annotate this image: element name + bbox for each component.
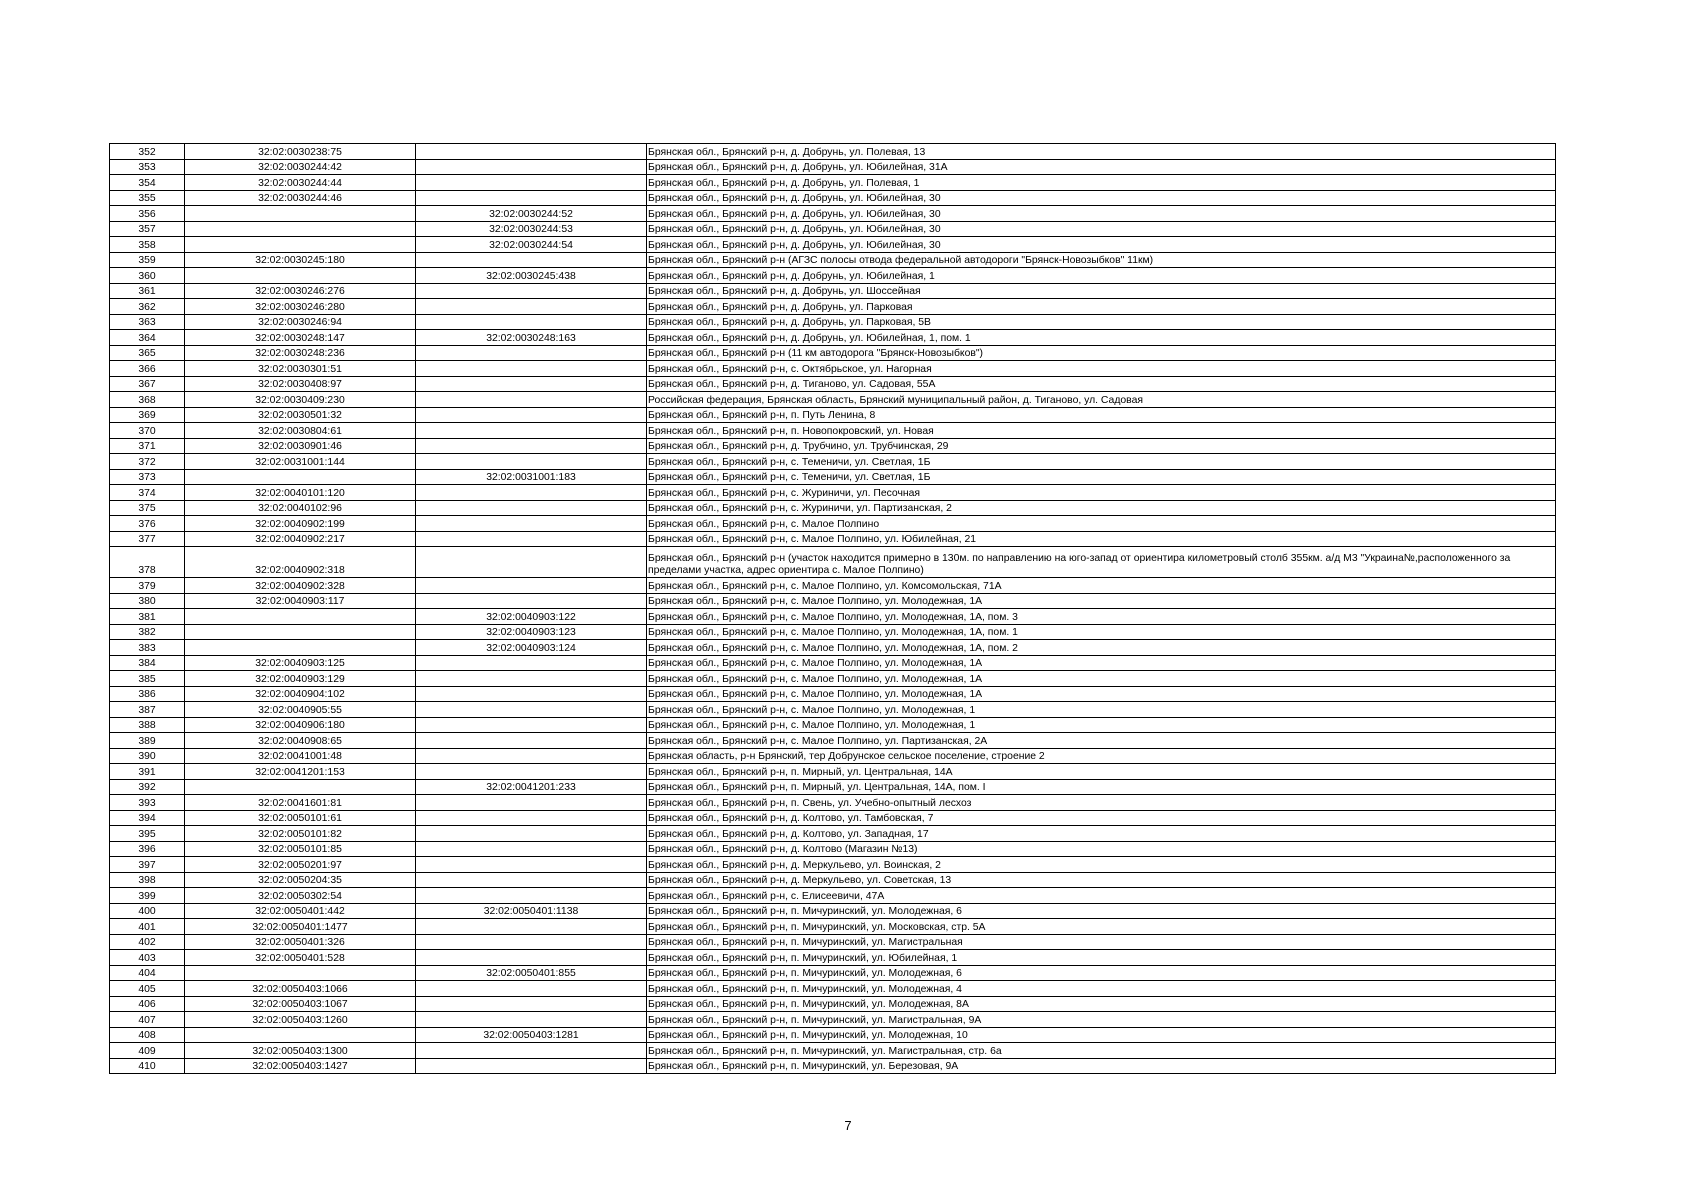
- row-number-cell: 372: [110, 454, 185, 470]
- address-cell: Брянская обл., Брянский р-н, п. Мичуринский, ул. Молодежная, 6: [647, 903, 1556, 919]
- row-number-cell: 409: [110, 1043, 185, 1059]
- row-number-cell: 365: [110, 345, 185, 361]
- address-cell: Брянская обл., Брянский р-н, д. Добрунь, ул. Парковая, 5В: [647, 314, 1556, 330]
- related-cadastral-number-cell: [416, 376, 647, 392]
- cadastral-number-cell: 32:02:0030244:42: [185, 159, 416, 175]
- address-cell: Брянская обл., Брянский р-н, п. Мичуринский, ул. Магистральная, стр. 6а: [647, 1043, 1556, 1059]
- address-cell: Брянская обл., Брянский р-н, п. Мичуринский, ул. Магистральная, 9А: [647, 1012, 1556, 1028]
- table-row: [110, 578, 1556, 594]
- related-cadastral-number-cell: [416, 764, 647, 780]
- cadastral-number-cell: 32:02:0040902:318: [185, 547, 416, 578]
- related-cadastral-number-cell: [416, 252, 647, 268]
- table-row: [110, 438, 1556, 454]
- row-number-cell: 404: [110, 965, 185, 981]
- row-number-cell: 395: [110, 826, 185, 842]
- address-cell: Брянская обл., Брянский р-н, п. Мичуринский, ул. Молодежная, 6: [647, 965, 1556, 981]
- address-cell: Брянская обл., Брянский р-н, с. Малое Полпино, ул. Молодежная, 1А, пом. 2: [647, 640, 1556, 656]
- table-row: [110, 330, 1556, 346]
- address-cell: Брянская обл., Брянский р-н, д. Колтово (Магазин №13): [647, 841, 1556, 857]
- related-cadastral-number-cell: [416, 159, 647, 175]
- related-cadastral-number-cell: [416, 283, 647, 299]
- related-cadastral-number-cell: [416, 872, 647, 888]
- address-cell: Брянская обл., Брянский р-н, п. Новопокровский, ул. Новая: [647, 423, 1556, 439]
- cadastral-number-cell: [185, 206, 416, 222]
- row-number-cell: 370: [110, 423, 185, 439]
- table-row: [110, 1058, 1556, 1074]
- table-row: [110, 810, 1556, 826]
- table-row: [110, 392, 1556, 408]
- cadastral-number-cell: 32:02:0040908:65: [185, 733, 416, 749]
- address-cell: Брянская обл., Брянский р-н, д. Добрунь, ул. Юбилейная, 30: [647, 190, 1556, 206]
- cadastral-number-cell: 32:02:0040903:125: [185, 655, 416, 671]
- cadastral-number-cell: 32:02:0050101:61: [185, 810, 416, 826]
- row-number-cell: 375: [110, 500, 185, 516]
- table-row: [110, 655, 1556, 671]
- related-cadastral-number-cell: [416, 919, 647, 935]
- cadastral-number-cell: [185, 469, 416, 485]
- row-number-cell: 355: [110, 190, 185, 206]
- address-cell: Брянская обл., Брянский р-н, д. Добрунь, ул. Юбилейная, 30: [647, 237, 1556, 253]
- table-row: [110, 314, 1556, 330]
- row-number-cell: 374: [110, 485, 185, 501]
- table-row: [110, 872, 1556, 888]
- cadastral-number-cell: [185, 965, 416, 981]
- row-number-cell: 390: [110, 748, 185, 764]
- table-row: [110, 454, 1556, 470]
- related-cadastral-number-cell: 32:02:0041201:233: [416, 779, 647, 795]
- address-cell: Российская федерация, Брянская область, Брянский муниципальный район, д. Тиганово, ул. Садовая: [647, 392, 1556, 408]
- row-number-cell: 368: [110, 392, 185, 408]
- address-cell: Брянская обл., Брянский р-н, с. Малое Полпино, ул. Молодежная, 1: [647, 717, 1556, 733]
- row-number-cell: 401: [110, 919, 185, 935]
- table-row: [110, 779, 1556, 795]
- related-cadastral-number-cell: [416, 686, 647, 702]
- cadastral-number-cell: 32:02:0041601:81: [185, 795, 416, 811]
- row-number-cell: 371: [110, 438, 185, 454]
- related-cadastral-number-cell: [416, 516, 647, 532]
- row-number-cell: 403: [110, 950, 185, 966]
- table-row: [110, 841, 1556, 857]
- cadastral-number-cell: 32:02:0030248:236: [185, 345, 416, 361]
- address-cell: Брянская обл., Брянский р-н, с. Журиничи, ул. Песочная: [647, 485, 1556, 501]
- table-row: [110, 376, 1556, 392]
- related-cadastral-number-cell: [416, 299, 647, 315]
- cadastral-number-cell: 32:02:0050401:528: [185, 950, 416, 966]
- table-row: [110, 717, 1556, 733]
- address-cell: Брянская обл., Брянский р-н, д. Добрунь, ул. Юбилейная, 31А: [647, 159, 1556, 175]
- address-cell: Брянская обл., Брянский р-н, с. Малое Полпино, ул. Комсомольская, 71А: [647, 578, 1556, 594]
- row-number-cell: 385: [110, 671, 185, 687]
- row-number-cell: 378: [110, 547, 185, 578]
- cadastral-number-cell: 32:02:0050403:1260: [185, 1012, 416, 1028]
- row-number-cell: 399: [110, 888, 185, 904]
- cadastral-number-cell: [185, 221, 416, 237]
- row-number-cell: 384: [110, 655, 185, 671]
- address-cell: Брянская обл., Брянский р-н, с. Малое Полпино, ул. Молодежная, 1А: [647, 655, 1556, 671]
- row-number-cell: 352: [110, 144, 185, 160]
- address-cell: Брянская обл., Брянский р-н, п. Мичуринский, ул. Московская, стр. 5А: [647, 919, 1556, 935]
- related-cadastral-number-cell: [416, 996, 647, 1012]
- related-cadastral-number-cell: [416, 361, 647, 377]
- related-cadastral-number-cell: [416, 841, 647, 857]
- row-number-cell: 356: [110, 206, 185, 222]
- related-cadastral-number-cell: [416, 190, 647, 206]
- cadastral-number-cell: 32:02:0040902:328: [185, 578, 416, 594]
- related-cadastral-number-cell: [416, 733, 647, 749]
- address-cell: Брянская обл., Брянский р-н, д. Добрунь, ул. Юбилейная, 1, пом. 1: [647, 330, 1556, 346]
- table-row: [110, 469, 1556, 485]
- cadastral-number-cell: 32:02:0030408:97: [185, 376, 416, 392]
- related-cadastral-number-cell: [416, 717, 647, 733]
- related-cadastral-number-cell: [416, 485, 647, 501]
- row-number-cell: 394: [110, 810, 185, 826]
- cadastral-number-cell: [185, 268, 416, 284]
- cadastral-number-cell: 32:02:0050401:326: [185, 934, 416, 950]
- cadastral-number-cell: 32:02:0050101:85: [185, 841, 416, 857]
- table-row: [110, 934, 1556, 950]
- table-row: [110, 795, 1556, 811]
- related-cadastral-number-cell: [416, 1043, 647, 1059]
- row-number-cell: 367: [110, 376, 185, 392]
- row-number-cell: 406: [110, 996, 185, 1012]
- row-number-cell: 353: [110, 159, 185, 175]
- address-cell: Брянская обл., Брянский р-н, д. Добрунь, ул. Шоссейная: [647, 283, 1556, 299]
- cadastral-number-cell: [185, 609, 416, 625]
- address-cell: Брянская обл., Брянский р-н (АГЗС полосы отвода федеральной автодороги "Брянск-Новозыбков" 11км): [647, 252, 1556, 268]
- table-row: [110, 547, 1556, 578]
- cadastral-number-cell: 32:02:0040902:217: [185, 531, 416, 547]
- related-cadastral-number-cell: 32:02:0030245:438: [416, 268, 647, 284]
- address-cell: Брянская обл., Брянский р-н, с. Елисеевичи, 47А: [647, 888, 1556, 904]
- table-row: [110, 888, 1556, 904]
- cadastral-number-cell: 32:02:0031001:144: [185, 454, 416, 470]
- row-number-cell: 405: [110, 981, 185, 997]
- cadastral-number-cell: 32:02:0030246:94: [185, 314, 416, 330]
- cadastral-number-cell: 32:02:0050403:1427: [185, 1058, 416, 1074]
- address-cell: Брянская обл., Брянский р-н, с. Малое Полпино, ул. Молодежная, 1А: [647, 686, 1556, 702]
- address-cell: Брянская обл., Брянский р-н, д. Добрунь, ул. Юбилейная, 1: [647, 268, 1556, 284]
- address-cell: Брянская обл., Брянский р-н, с. Малое Полпино, ул. Молодежная, 1: [647, 702, 1556, 718]
- related-cadastral-number-cell: 32:02:0050401:1138: [416, 903, 647, 919]
- row-number-cell: 408: [110, 1027, 185, 1043]
- row-number-cell: 364: [110, 330, 185, 346]
- cadastral-number-cell: 32:02:0030244:44: [185, 175, 416, 191]
- table-row: [110, 981, 1556, 997]
- table-row: [110, 748, 1556, 764]
- address-cell: Брянская обл., Брянский р-н, п. Мичуринский, ул. Березовая, 9А: [647, 1058, 1556, 1074]
- address-cell: Брянская обл., Брянский р-н, с. Журиничи, ул. Партизанская, 2: [647, 500, 1556, 516]
- address-cell: Брянская обл., Брянский р-н, п. Мичуринский, ул. Молодежная, 8А: [647, 996, 1556, 1012]
- cadastral-number-cell: 32:02:0050204:35: [185, 872, 416, 888]
- cadastral-number-cell: 32:02:0050101:82: [185, 826, 416, 842]
- address-cell: Брянская обл., Брянский р-н, д. Тиганово, ул. Садовая, 55А: [647, 376, 1556, 392]
- related-cadastral-number-cell: 32:02:0040903:122: [416, 609, 647, 625]
- table-row: [110, 826, 1556, 842]
- address-cell: Брянская обл., Брянский р-н, п. Мичуринский, ул. Магистральная: [647, 934, 1556, 950]
- table-row: [110, 671, 1556, 687]
- table-row: [110, 686, 1556, 702]
- land-register-table: [109, 143, 1556, 1074]
- row-number-cell: 383: [110, 640, 185, 656]
- cadastral-number-cell: 32:02:0030301:51: [185, 361, 416, 377]
- related-cadastral-number-cell: [416, 531, 647, 547]
- table-row: [110, 237, 1556, 253]
- table-row: [110, 175, 1556, 191]
- table-row: [110, 593, 1556, 609]
- table-row: [110, 1012, 1556, 1028]
- address-cell: Брянская обл., Брянский р-н, п. Свень, ул. Учебно-опытный лесхоз: [647, 795, 1556, 811]
- table-row: [110, 1027, 1556, 1043]
- table-row: [110, 268, 1556, 284]
- address-cell: Брянская обл., Брянский р-н, с. Малое Полпино, ул. Юбилейная, 21: [647, 531, 1556, 547]
- row-number-cell: 354: [110, 175, 185, 191]
- table-row: [110, 206, 1556, 222]
- address-cell: Брянская обл., Брянский р-н, с. Малое Полпино, ул. Молодежная, 1А: [647, 671, 1556, 687]
- cadastral-number-cell: 32:02:0030246:280: [185, 299, 416, 315]
- table-row: [110, 516, 1556, 532]
- row-number-cell: 398: [110, 872, 185, 888]
- row-number-cell: 373: [110, 469, 185, 485]
- related-cadastral-number-cell: [416, 314, 647, 330]
- related-cadastral-number-cell: [416, 175, 647, 191]
- table-row: [110, 919, 1556, 935]
- address-cell: Брянская обл., Брянский р-н, д. Добрунь, ул. Парковая: [647, 299, 1556, 315]
- table-row: [110, 609, 1556, 625]
- address-cell: Брянская обл., Брянский р-н, п. Мирный, ул. Центральная, 14А, пом. I: [647, 779, 1556, 795]
- related-cadastral-number-cell: [416, 810, 647, 826]
- address-cell: Брянская обл., Брянский р-н, д. Меркульево, ул. Советская, 13: [647, 872, 1556, 888]
- address-cell: Брянская обл., Брянский р-н, с. Малое Полпино, ул. Партизанская, 2А: [647, 733, 1556, 749]
- row-number-cell: 391: [110, 764, 185, 780]
- related-cadastral-number-cell: [416, 593, 647, 609]
- related-cadastral-number-cell: [416, 1012, 647, 1028]
- address-cell: Брянская обл., Брянский р-н, с. Малое Полпино: [647, 516, 1556, 532]
- row-number-cell: 393: [110, 795, 185, 811]
- address-cell: Брянская обл., Брянский р-н, с. Октябрьское, ул. Нагорная: [647, 361, 1556, 377]
- address-cell: Брянская обл., Брянский р-н, п. Мичуринский, ул. Молодежная, 10: [647, 1027, 1556, 1043]
- table-row: [110, 500, 1556, 516]
- row-number-cell: 363: [110, 314, 185, 330]
- address-cell: Брянская обл., Брянский р-н, с. Теменичи, ул. Светлая, 1Б: [647, 469, 1556, 485]
- related-cadastral-number-cell: [416, 934, 647, 950]
- address-cell: Брянская обл., Брянский р-н, д. Добрунь, ул. Юбилейная, 30: [647, 206, 1556, 222]
- table-row: [110, 190, 1556, 206]
- table-row: [110, 733, 1556, 749]
- row-number-cell: 388: [110, 717, 185, 733]
- row-number-cell: 397: [110, 857, 185, 873]
- table-row: [110, 857, 1556, 873]
- related-cadastral-number-cell: [416, 500, 647, 516]
- table-row: [110, 221, 1556, 237]
- row-number-cell: 376: [110, 516, 185, 532]
- cadastral-number-cell: 32:02:0040905:55: [185, 702, 416, 718]
- table-row: [110, 950, 1556, 966]
- row-number-cell: 357: [110, 221, 185, 237]
- cadastral-number-cell: 32:02:0050403:1067: [185, 996, 416, 1012]
- cadastral-number-cell: 32:02:0040906:180: [185, 717, 416, 733]
- cadastral-number-cell: 32:02:0040904:102: [185, 686, 416, 702]
- cadastral-number-cell: 32:02:0041001:48: [185, 748, 416, 764]
- cadastral-number-cell: [185, 624, 416, 640]
- page-number: 7: [844, 1118, 852, 1133]
- related-cadastral-number-cell: [416, 438, 647, 454]
- cadastral-number-cell: [185, 779, 416, 795]
- address-cell: Брянская обл., Брянский р-н, д. Колтово, ул. Западная, 17: [647, 826, 1556, 842]
- cadastral-number-cell: 32:02:0050302:54: [185, 888, 416, 904]
- related-cadastral-number-cell: [416, 547, 647, 578]
- row-number-cell: 358: [110, 237, 185, 253]
- register-table-body: [110, 144, 1556, 1074]
- cadastral-number-cell: 32:02:0050403:1300: [185, 1043, 416, 1059]
- row-number-cell: 400: [110, 903, 185, 919]
- address-cell: Брянская обл., Брянский р-н (11 км автодорога "Брянск-Новозыбков"): [647, 345, 1556, 361]
- row-number-cell: 361: [110, 283, 185, 299]
- related-cadastral-number-cell: [416, 1058, 647, 1074]
- row-number-cell: 381: [110, 609, 185, 625]
- related-cadastral-number-cell: 32:02:0040903:123: [416, 624, 647, 640]
- table-row: [110, 299, 1556, 315]
- address-cell: Брянская обл., Брянский р-н, д. Колтово, ул. Тамбовская, 7: [647, 810, 1556, 826]
- address-cell: Брянская обл., Брянский р-н (участок находится примерно в 130м. по направлению на юго-запад от ориентира километровый столб 355км. а/д М3 "Украина№,расположенного за пределами участка, адрес ориентира с. Малое Полпино): [647, 547, 1556, 578]
- related-cadastral-number-cell: [416, 950, 647, 966]
- address-cell: Брянская обл., Брянский р-н, п. Мирный, ул. Центральная, 14А: [647, 764, 1556, 780]
- cadastral-number-cell: [185, 237, 416, 253]
- table-row: [110, 640, 1556, 656]
- table-row: [110, 702, 1556, 718]
- table-row: [110, 764, 1556, 780]
- related-cadastral-number-cell: 32:02:0050401:855: [416, 965, 647, 981]
- address-cell: Брянская обл., Брянский р-н, п. Мичуринский, ул. Молодежная, 4: [647, 981, 1556, 997]
- related-cadastral-number-cell: [416, 826, 647, 842]
- cadastral-number-cell: 32:02:0040902:199: [185, 516, 416, 532]
- table-row: [110, 283, 1556, 299]
- address-cell: Брянская область, р-н Брянский, тер Добрунское сельское поселение, строение 2: [647, 748, 1556, 764]
- cadastral-number-cell: 32:02:0030409:230: [185, 392, 416, 408]
- cadastral-number-cell: 32:02:0030248:147: [185, 330, 416, 346]
- table-row: [110, 1043, 1556, 1059]
- cadastral-number-cell: 32:02:0040101:120: [185, 485, 416, 501]
- cadastral-number-cell: [185, 1027, 416, 1043]
- related-cadastral-number-cell: 32:02:0030248:163: [416, 330, 647, 346]
- row-number-cell: 362: [110, 299, 185, 315]
- table-row: [110, 485, 1556, 501]
- row-number-cell: 386: [110, 686, 185, 702]
- address-cell: Брянская обл., Брянский р-н, с. Малое Полпино, ул. Молодежная, 1А, пом. 3: [647, 609, 1556, 625]
- related-cadastral-number-cell: [416, 888, 647, 904]
- related-cadastral-number-cell: [416, 748, 647, 764]
- row-number-cell: 389: [110, 733, 185, 749]
- cadastral-number-cell: 32:02:0030901:46: [185, 438, 416, 454]
- cadastral-number-cell: 32:02:0030246:276: [185, 283, 416, 299]
- row-number-cell: 369: [110, 407, 185, 423]
- address-cell: Брянская обл., Брянский р-н, п. Путь Ленина, 8: [647, 407, 1556, 423]
- related-cadastral-number-cell: 32:02:0050403:1281: [416, 1027, 647, 1043]
- address-cell: Брянская обл., Брянский р-н, с. Малое Полпино, ул. Молодежная, 1А: [647, 593, 1556, 609]
- row-number-cell: 387: [110, 702, 185, 718]
- address-cell: Брянская обл., Брянский р-н, с. Теменичи, ул. Светлая, 1Б: [647, 454, 1556, 470]
- row-number-cell: 380: [110, 593, 185, 609]
- related-cadastral-number-cell: [416, 407, 647, 423]
- related-cadastral-number-cell: [416, 655, 647, 671]
- related-cadastral-number-cell: [416, 857, 647, 873]
- address-cell: Брянская обл., Брянский р-н, д. Добрунь, ул. Юбилейная, 30: [647, 221, 1556, 237]
- row-number-cell: 396: [110, 841, 185, 857]
- address-cell: Брянская обл., Брянский р-н, д. Добрунь, ул. Полевая, 1: [647, 175, 1556, 191]
- table-row: [110, 624, 1556, 640]
- related-cadastral-number-cell: [416, 392, 647, 408]
- row-number-cell: 392: [110, 779, 185, 795]
- cadastral-number-cell: 32:02:0050403:1066: [185, 981, 416, 997]
- row-number-cell: 366: [110, 361, 185, 377]
- cadastral-number-cell: 32:02:0050401:442: [185, 903, 416, 919]
- address-cell: Брянская обл., Брянский р-н, д. Меркульево, ул. Воинская, 2: [647, 857, 1556, 873]
- cadastral-number-cell: 32:02:0030804:61: [185, 423, 416, 439]
- row-number-cell: 382: [110, 624, 185, 640]
- related-cadastral-number-cell: [416, 702, 647, 718]
- row-number-cell: 407: [110, 1012, 185, 1028]
- row-number-cell: 360: [110, 268, 185, 284]
- related-cadastral-number-cell: [416, 795, 647, 811]
- cadastral-number-cell: 32:02:0030244:46: [185, 190, 416, 206]
- table-row: [110, 345, 1556, 361]
- address-cell: Брянская обл., Брянский р-н, д. Трубчино, ул. Трубчинская, 29: [647, 438, 1556, 454]
- related-cadastral-number-cell: [416, 578, 647, 594]
- table-row: [110, 144, 1556, 160]
- related-cadastral-number-cell: [416, 345, 647, 361]
- related-cadastral-number-cell: [416, 144, 647, 160]
- cadastral-number-cell: 32:02:0040102:96: [185, 500, 416, 516]
- row-number-cell: 359: [110, 252, 185, 268]
- table-row: [110, 965, 1556, 981]
- related-cadastral-number-cell: 32:02:0040903:124: [416, 640, 647, 656]
- row-number-cell: 377: [110, 531, 185, 547]
- table-row: [110, 903, 1556, 919]
- related-cadastral-number-cell: 32:02:0030244:53: [416, 221, 647, 237]
- cadastral-number-cell: [185, 640, 416, 656]
- table-row: [110, 423, 1556, 439]
- address-cell: Брянская обл., Брянский р-н, п. Мичуринский, ул. Юбилейная, 1: [647, 950, 1556, 966]
- row-number-cell: 410: [110, 1058, 185, 1074]
- row-number-cell: 379: [110, 578, 185, 594]
- address-cell: Брянская обл., Брянский р-н, д. Добрунь, ул. Полевая, 13: [647, 144, 1556, 160]
- table-row: [110, 531, 1556, 547]
- related-cadastral-number-cell: 32:02:0031001:183: [416, 469, 647, 485]
- table-row: [110, 361, 1556, 377]
- cadastral-number-cell: 32:02:0030238:75: [185, 144, 416, 160]
- related-cadastral-number-cell: [416, 981, 647, 997]
- related-cadastral-number-cell: [416, 454, 647, 470]
- related-cadastral-number-cell: [416, 423, 647, 439]
- cadastral-number-cell: 32:02:0050201:97: [185, 857, 416, 873]
- address-cell: Брянская обл., Брянский р-н, с. Малое Полпино, ул. Молодежная, 1А, пом. 1: [647, 624, 1556, 640]
- cadastral-number-cell: 32:02:0040903:129: [185, 671, 416, 687]
- table-row: [110, 159, 1556, 175]
- cadastral-number-cell: 32:02:0041201:153: [185, 764, 416, 780]
- table-row: [110, 407, 1556, 423]
- cadastral-number-cell: 32:02:0040903:117: [185, 593, 416, 609]
- related-cadastral-number-cell: [416, 671, 647, 687]
- table-row: [110, 996, 1556, 1012]
- related-cadastral-number-cell: 32:02:0030244:52: [416, 206, 647, 222]
- cadastral-number-cell: 32:02:0030245:180: [185, 252, 416, 268]
- cadastral-number-cell: 32:02:0030501:32: [185, 407, 416, 423]
- related-cadastral-number-cell: 32:02:0030244:54: [416, 237, 647, 253]
- table-row: [110, 252, 1556, 268]
- row-number-cell: 402: [110, 934, 185, 950]
- cadastral-number-cell: 32:02:0050401:1477: [185, 919, 416, 935]
